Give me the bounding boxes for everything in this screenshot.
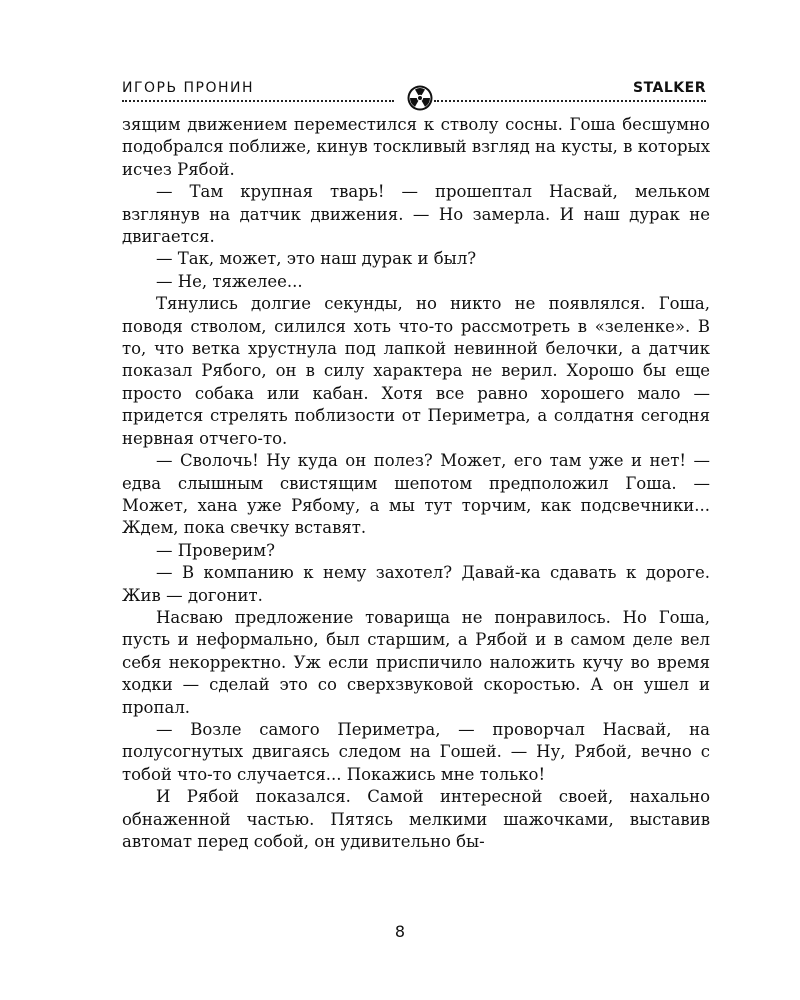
paragraph: — Не, тяжелее... [156, 271, 303, 291]
running-header [122, 78, 706, 110]
body-text [122, 114, 710, 853]
header-series: STALKER [633, 80, 706, 96]
paragraph: — Возле самого Периметра, — проворчал Насвай, на полусогнутых двигаясь следом на Гошей. — Ну, Рябой, вечно с тобой что-то случается... Покажись мне только! [122, 719, 710, 784]
page-number: 8 [394, 922, 406, 941]
paragraph: — Так, может, это наш дурак и был? [156, 249, 477, 269]
paragraph: Насваю предложение товарища не понравилось. Но Гоша, пусть и неформально, был старшим, а Рябой и в самом деле вел себя некорректно. Уж если приспичило наложить кучу во время ходки — сделай это со сверхзвуковой скоростью. А он ушел и пропал. [122, 607, 710, 717]
radiation-icon [406, 84, 434, 112]
paragraph: — Сволочь! Ну куда он полез? Может, его там уже и нет! — едва слышным свистящим шепотом предположил Гоша. — Может, хана уже Рябому, а мы тут торчим, как подсвечники... Ждем, пока свечку вставят. [122, 451, 710, 538]
paragraph: Тянулись долгие секунды, но никто не появлялся. Гоша, поводя стволом, силился хоть что-то рассмотреть в «зеленке». В то, что ветка хрустнула под лапкой невинной белочки, а датчик показал Рябого, он в силу характера не верил. Хорошо бы еще просто собака или кабан. Хотя все равно хорошего мало — придется стрелять поблизости от Периметра, а солдатня сегодня нервная отчего-то. [122, 294, 710, 448]
header-dotted-rule-left [122, 100, 394, 102]
paragraph: И Рябой показался. Самой интересной своей, нахально обнаженной частью. Пятясь мелкими шажочками, выставив автомат перед собой, он удивительно бы- [122, 787, 710, 851]
paragraph: — В компанию к нему захотел? Давай-ка сдавать к дороге. Жив — догонит. [122, 563, 710, 605]
header-dotted-rule-right [434, 100, 706, 102]
paragraph: — Там крупная тварь! — прошептал Насвай, мельком взглянув на датчик движения. — Но замерла. И наш дурак не двигается. [122, 182, 710, 247]
header-author: ИГОРЬ ПРОНИН [122, 80, 255, 96]
paragraph: — Проверим? [156, 540, 275, 560]
paragraph: зящим движением переместился к стволу сосны. Гоша бесшумно подобрался поближе, кинув тоскливый взгляд на кусты, в которых исчез Рябой. [122, 115, 710, 179]
